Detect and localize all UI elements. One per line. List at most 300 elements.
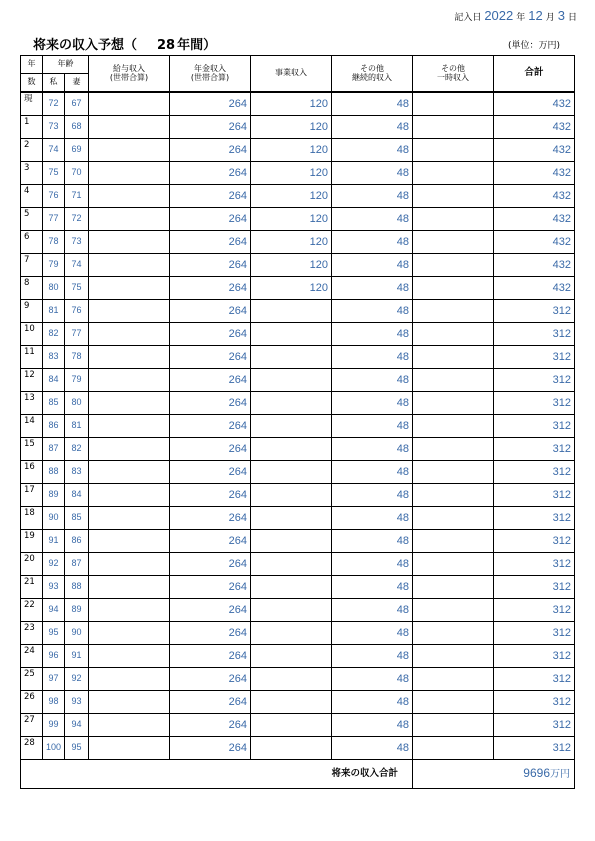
pension-cell[interactable]: 264 bbox=[170, 530, 251, 553]
pension-cell[interactable]: 264 bbox=[170, 185, 251, 208]
business-cell[interactable]: 120 bbox=[251, 139, 332, 162]
table-row bbox=[21, 323, 575, 346]
table-row bbox=[21, 461, 575, 484]
other-continuous-cell[interactable]: 48 bbox=[332, 139, 413, 162]
entry-day[interactable]: 3 bbox=[557, 8, 565, 23]
pension-cell[interactable]: 264 bbox=[170, 92, 251, 116]
age-me[interactable]: 95 bbox=[43, 622, 65, 645]
other-onetime-line2: 一時収入 bbox=[437, 72, 469, 82]
age-wife[interactable]: 90 bbox=[65, 622, 89, 645]
other-onetime-cell[interactable] bbox=[413, 139, 494, 162]
other-onetime-cell[interactable] bbox=[413, 116, 494, 139]
year-index: 7 bbox=[21, 254, 43, 277]
salary-cell[interactable] bbox=[89, 92, 170, 116]
pension-cell[interactable]: 264 bbox=[170, 668, 251, 691]
other-continuous-cell[interactable]: 48 bbox=[332, 599, 413, 622]
business-cell[interactable] bbox=[251, 576, 332, 599]
other-continuous-cell[interactable]: 48 bbox=[332, 323, 413, 346]
page-title bbox=[33, 34, 216, 53]
year-index: 21 bbox=[21, 576, 43, 599]
business-cell[interactable] bbox=[251, 530, 332, 553]
salary-header-line1: 給与収入 bbox=[113, 63, 145, 73]
age-me[interactable]: 98 bbox=[43, 691, 65, 714]
total-cell[interactable]: 432 bbox=[494, 208, 575, 231]
salary-cell[interactable] bbox=[89, 530, 170, 553]
table-row bbox=[21, 553, 575, 576]
other-continuous-cell[interactable]: 48 bbox=[332, 530, 413, 553]
business-cell[interactable] bbox=[251, 369, 332, 392]
other-onetime-cell[interactable] bbox=[413, 553, 494, 576]
other-onetime-cell[interactable] bbox=[413, 484, 494, 507]
table-row bbox=[21, 507, 575, 530]
other-continuous-cell[interactable]: 48 bbox=[332, 208, 413, 231]
age-me[interactable]: 78 bbox=[43, 231, 65, 254]
age-me[interactable]: 82 bbox=[43, 323, 65, 346]
table-row bbox=[21, 185, 575, 208]
total-cell[interactable]: 312 bbox=[494, 461, 575, 484]
year-index: 11 bbox=[21, 346, 43, 369]
pension-cell[interactable]: 264 bbox=[170, 576, 251, 599]
pension-cell[interactable]: 264 bbox=[170, 208, 251, 231]
other-onetime-cell[interactable] bbox=[413, 438, 494, 461]
income-rows bbox=[21, 92, 575, 760]
pension-cell[interactable]: 264 bbox=[170, 415, 251, 438]
age-me[interactable]: 74 bbox=[43, 139, 65, 162]
age-wife[interactable]: 91 bbox=[65, 645, 89, 668]
other-onetime-cell[interactable] bbox=[413, 323, 494, 346]
business-cell[interactable]: 120 bbox=[251, 185, 332, 208]
total-cell[interactable]: 432 bbox=[494, 277, 575, 300]
salary-cell[interactable] bbox=[89, 484, 170, 507]
total-cell[interactable]: 312 bbox=[494, 392, 575, 415]
pension-cell[interactable]: 264 bbox=[170, 553, 251, 576]
pension-cell[interactable]: 264 bbox=[170, 139, 251, 162]
total-cell[interactable]: 312 bbox=[494, 346, 575, 369]
other-continuous-line1: その他 bbox=[360, 63, 384, 73]
other-continuous-cell[interactable]: 48 bbox=[332, 277, 413, 300]
total-cell[interactable]: 432 bbox=[494, 139, 575, 162]
salary-cell[interactable] bbox=[89, 599, 170, 622]
other-onetime-cell[interactable] bbox=[413, 392, 494, 415]
total-cell[interactable]: 312 bbox=[494, 484, 575, 507]
salary-cell[interactable] bbox=[89, 254, 170, 277]
age-wife[interactable]: 89 bbox=[65, 599, 89, 622]
total-cell[interactable]: 312 bbox=[494, 691, 575, 714]
age-wife[interactable]: 88 bbox=[65, 576, 89, 599]
age-me[interactable]: 76 bbox=[43, 185, 65, 208]
business-cell[interactable]: 120 bbox=[251, 92, 332, 116]
total-cell[interactable]: 312 bbox=[494, 438, 575, 461]
total-cell[interactable]: 432 bbox=[494, 162, 575, 185]
salary-header-line2: (世帯合算) bbox=[109, 72, 149, 82]
pension-cell[interactable]: 264 bbox=[170, 323, 251, 346]
age-wife[interactable]: 72 bbox=[65, 208, 89, 231]
table-row bbox=[21, 645, 575, 668]
unit-note: (単位：万円) bbox=[507, 41, 560, 51]
age-wife[interactable]: 83 bbox=[65, 461, 89, 484]
pension-cell[interactable]: 264 bbox=[170, 438, 251, 461]
age-me[interactable]: 85 bbox=[43, 392, 65, 415]
salary-cell[interactable] bbox=[89, 737, 170, 760]
other-continuous-cell[interactable]: 48 bbox=[332, 185, 413, 208]
table-row bbox=[21, 668, 575, 691]
other-onetime-cell[interactable] bbox=[413, 277, 494, 300]
year-index: 27 bbox=[21, 714, 43, 737]
other-onetime-cell[interactable] bbox=[413, 714, 494, 737]
age-wife[interactable]: 75 bbox=[65, 277, 89, 300]
pension-cell[interactable]: 264 bbox=[170, 231, 251, 254]
table-row bbox=[21, 277, 575, 300]
other-onetime-line1: その他 bbox=[441, 63, 465, 73]
total-cell[interactable]: 432 bbox=[494, 92, 575, 116]
other-continuous-cell[interactable]: 48 bbox=[332, 231, 413, 254]
age-wife[interactable]: 68 bbox=[65, 116, 89, 139]
pension-cell[interactable]: 264 bbox=[170, 622, 251, 645]
total-cell[interactable]: 312 bbox=[494, 553, 575, 576]
age-wife[interactable]: 92 bbox=[65, 668, 89, 691]
business-cell[interactable] bbox=[251, 691, 332, 714]
business-cell[interactable] bbox=[251, 622, 332, 645]
salary-cell[interactable] bbox=[89, 461, 170, 484]
salary-cell[interactable] bbox=[89, 691, 170, 714]
year-index: 24 bbox=[21, 645, 43, 668]
other-onetime-cell[interactable] bbox=[413, 300, 494, 323]
other-onetime-cell[interactable] bbox=[413, 231, 494, 254]
total-cell[interactable]: 312 bbox=[494, 622, 575, 645]
age-me[interactable]: 97 bbox=[43, 668, 65, 691]
salary-cell[interactable] bbox=[89, 507, 170, 530]
table-row bbox=[21, 415, 575, 438]
year-index: 23 bbox=[21, 622, 43, 645]
other-onetime-cell[interactable] bbox=[413, 691, 494, 714]
table-row bbox=[21, 622, 575, 645]
pension-cell[interactable]: 264 bbox=[170, 346, 251, 369]
age-wife[interactable]: 73 bbox=[65, 231, 89, 254]
total-cell[interactable]: 312 bbox=[494, 668, 575, 691]
grand-total-label: 将来の収入合計 bbox=[21, 760, 413, 789]
business-cell[interactable] bbox=[251, 668, 332, 691]
pension-cell[interactable]: 264 bbox=[170, 714, 251, 737]
year-index: 3 bbox=[21, 162, 43, 185]
years-count[interactable]: 28 bbox=[157, 38, 176, 53]
business-cell[interactable] bbox=[251, 346, 332, 369]
salary-cell[interactable] bbox=[89, 185, 170, 208]
total-cell[interactable]: 312 bbox=[494, 714, 575, 737]
table-row bbox=[21, 162, 575, 185]
age-me[interactable]: 72 bbox=[43, 92, 65, 116]
age-me[interactable]: 93 bbox=[43, 576, 65, 599]
entry-year[interactable]: 2022 bbox=[484, 8, 514, 23]
entry-date-label: 記入日 bbox=[454, 13, 482, 23]
pension-cell[interactable]: 264 bbox=[170, 116, 251, 139]
age-me[interactable]: 83 bbox=[43, 346, 65, 369]
age-wife[interactable]: 95 bbox=[65, 737, 89, 760]
table-row bbox=[21, 737, 575, 760]
age-wife[interactable]: 71 bbox=[65, 185, 89, 208]
age-wife[interactable]: 93 bbox=[65, 691, 89, 714]
other-continuous-cell[interactable]: 48 bbox=[332, 116, 413, 139]
salary-cell[interactable] bbox=[89, 415, 170, 438]
age-header: 年齢 bbox=[43, 56, 89, 74]
pension-cell[interactable]: 264 bbox=[170, 484, 251, 507]
total-cell[interactable]: 312 bbox=[494, 300, 575, 323]
other-continuous-cell[interactable]: 48 bbox=[332, 392, 413, 415]
salary-cell[interactable] bbox=[89, 346, 170, 369]
salary-cell[interactable] bbox=[89, 208, 170, 231]
table-row bbox=[21, 714, 575, 737]
business-cell[interactable] bbox=[251, 484, 332, 507]
pension-cell[interactable]: 264 bbox=[170, 162, 251, 185]
pension-cell[interactable]: 264 bbox=[170, 737, 251, 760]
pension-cell[interactable]: 264 bbox=[170, 254, 251, 277]
total-cell[interactable]: 312 bbox=[494, 530, 575, 553]
age-wife[interactable]: 86 bbox=[65, 530, 89, 553]
other-onetime-cell[interactable] bbox=[413, 599, 494, 622]
other-onetime-cell[interactable] bbox=[413, 254, 494, 277]
business-cell[interactable] bbox=[251, 553, 332, 576]
other-onetime-cell[interactable] bbox=[413, 185, 494, 208]
other-continuous-cell[interactable]: 48 bbox=[332, 668, 413, 691]
year-index: 12 bbox=[21, 369, 43, 392]
business-cell[interactable]: 120 bbox=[251, 116, 332, 139]
year-index: 2 bbox=[21, 139, 43, 162]
age-me[interactable]: 77 bbox=[43, 208, 65, 231]
age-wife[interactable]: 79 bbox=[65, 369, 89, 392]
business-cell[interactable]: 120 bbox=[251, 231, 332, 254]
other-onetime-cell[interactable] bbox=[413, 737, 494, 760]
salary-cell[interactable] bbox=[89, 231, 170, 254]
business-cell[interactable] bbox=[251, 438, 332, 461]
pension-header-line1: 年金収入 bbox=[194, 63, 226, 73]
other-continuous-cell[interactable]: 48 bbox=[332, 300, 413, 323]
business-cell[interactable] bbox=[251, 737, 332, 760]
business-cell[interactable] bbox=[251, 415, 332, 438]
total-cell[interactable]: 432 bbox=[494, 185, 575, 208]
business-cell[interactable]: 120 bbox=[251, 277, 332, 300]
age-wife[interactable]: 77 bbox=[65, 323, 89, 346]
other-onetime-cell[interactable] bbox=[413, 507, 494, 530]
other-onetime-cell[interactable] bbox=[413, 208, 494, 231]
table-row bbox=[21, 576, 575, 599]
total-cell[interactable]: 312 bbox=[494, 507, 575, 530]
age-me[interactable]: 92 bbox=[43, 553, 65, 576]
other-continuous-cell[interactable]: 48 bbox=[332, 438, 413, 461]
table-row bbox=[21, 392, 575, 415]
grand-total-value[interactable] bbox=[413, 760, 575, 789]
salary-cell[interactable] bbox=[89, 116, 170, 139]
table-row bbox=[21, 530, 575, 553]
year-header-top: 年 bbox=[21, 56, 43, 74]
other-continuous-line2: 継続的収入 bbox=[352, 72, 392, 82]
entry-month[interactable]: 12 bbox=[528, 8, 543, 23]
pension-cell[interactable]: 264 bbox=[170, 392, 251, 415]
age-wife[interactable]: 87 bbox=[65, 553, 89, 576]
other-continuous-header bbox=[332, 56, 413, 93]
total-cell[interactable]: 312 bbox=[494, 645, 575, 668]
pension-cell[interactable]: 264 bbox=[170, 300, 251, 323]
other-onetime-cell[interactable] bbox=[413, 622, 494, 645]
other-continuous-cell[interactable]: 48 bbox=[332, 645, 413, 668]
other-onetime-cell[interactable] bbox=[413, 461, 494, 484]
other-onetime-header bbox=[413, 56, 494, 93]
age-me[interactable]: 94 bbox=[43, 599, 65, 622]
year-index: 16 bbox=[21, 461, 43, 484]
age-wife[interactable]: 80 bbox=[65, 392, 89, 415]
title-prefix: 将来の収入予想（ bbox=[33, 38, 138, 53]
age-wife[interactable]: 78 bbox=[65, 346, 89, 369]
other-continuous-cell[interactable]: 48 bbox=[332, 346, 413, 369]
age-wife[interactable]: 69 bbox=[65, 139, 89, 162]
total-cell[interactable]: 312 bbox=[494, 599, 575, 622]
age-wife[interactable]: 76 bbox=[65, 300, 89, 323]
age-me[interactable]: 88 bbox=[43, 461, 65, 484]
total-cell[interactable]: 312 bbox=[494, 415, 575, 438]
age-me[interactable]: 81 bbox=[43, 300, 65, 323]
age-me[interactable]: 87 bbox=[43, 438, 65, 461]
business-cell[interactable]: 120 bbox=[251, 208, 332, 231]
other-onetime-cell[interactable] bbox=[413, 369, 494, 392]
business-cell[interactable] bbox=[251, 645, 332, 668]
other-continuous-cell[interactable]: 48 bbox=[332, 691, 413, 714]
grand-total-number: 9696 bbox=[523, 766, 550, 781]
other-continuous-cell[interactable]: 48 bbox=[332, 622, 413, 645]
business-cell[interactable] bbox=[251, 392, 332, 415]
other-onetime-cell[interactable] bbox=[413, 645, 494, 668]
year-index: 26 bbox=[21, 691, 43, 714]
table-row bbox=[21, 300, 575, 323]
other-continuous-cell[interactable]: 48 bbox=[332, 484, 413, 507]
pension-cell[interactable]: 264 bbox=[170, 645, 251, 668]
pension-header bbox=[170, 56, 251, 93]
entry-date bbox=[454, 8, 577, 23]
business-cell[interactable] bbox=[251, 461, 332, 484]
other-continuous-cell[interactable]: 48 bbox=[332, 254, 413, 277]
day-unit: 日 bbox=[567, 13, 577, 23]
pension-cell[interactable]: 264 bbox=[170, 461, 251, 484]
other-onetime-cell[interactable] bbox=[413, 576, 494, 599]
other-continuous-cell[interactable]: 48 bbox=[332, 553, 413, 576]
age-me[interactable]: 79 bbox=[43, 254, 65, 277]
total-cell[interactable]: 432 bbox=[494, 231, 575, 254]
other-continuous-cell[interactable]: 48 bbox=[332, 714, 413, 737]
other-continuous-cell[interactable]: 48 bbox=[332, 369, 413, 392]
other-onetime-cell[interactable] bbox=[413, 668, 494, 691]
other-continuous-cell[interactable]: 48 bbox=[332, 507, 413, 530]
age-wife[interactable]: 84 bbox=[65, 484, 89, 507]
salary-cell[interactable] bbox=[89, 162, 170, 185]
total-cell[interactable]: 432 bbox=[494, 116, 575, 139]
age-wife[interactable]: 81 bbox=[65, 415, 89, 438]
age-wife[interactable]: 67 bbox=[65, 92, 89, 116]
table-row bbox=[21, 208, 575, 231]
total-cell[interactable]: 312 bbox=[494, 323, 575, 346]
age-wife[interactable]: 82 bbox=[65, 438, 89, 461]
other-onetime-cell[interactable] bbox=[413, 415, 494, 438]
total-cell[interactable]: 432 bbox=[494, 254, 575, 277]
salary-cell[interactable] bbox=[89, 576, 170, 599]
business-cell[interactable] bbox=[251, 323, 332, 346]
total-cell[interactable]: 312 bbox=[494, 576, 575, 599]
business-cell[interactable] bbox=[251, 300, 332, 323]
age-me[interactable]: 80 bbox=[43, 277, 65, 300]
year-index: 17 bbox=[21, 484, 43, 507]
age-wife[interactable]: 94 bbox=[65, 714, 89, 737]
table-row bbox=[21, 139, 575, 162]
salary-cell[interactable] bbox=[89, 392, 170, 415]
age-wife[interactable]: 85 bbox=[65, 507, 89, 530]
age-me[interactable]: 89 bbox=[43, 484, 65, 507]
title-suffix: 年間） bbox=[177, 38, 217, 53]
year-index: 10 bbox=[21, 323, 43, 346]
year-index: 20 bbox=[21, 553, 43, 576]
other-continuous-cell[interactable]: 48 bbox=[332, 162, 413, 185]
salary-cell[interactable] bbox=[89, 323, 170, 346]
salary-header bbox=[89, 56, 170, 93]
pension-header-line2: (世帯合算) bbox=[190, 72, 230, 82]
total-cell[interactable]: 312 bbox=[494, 737, 575, 760]
salary-cell[interactable] bbox=[89, 300, 170, 323]
age-me[interactable]: 73 bbox=[43, 116, 65, 139]
salary-cell[interactable] bbox=[89, 622, 170, 645]
age-me[interactable]: 100 bbox=[43, 737, 65, 760]
salary-cell[interactable] bbox=[89, 369, 170, 392]
salary-cell[interactable] bbox=[89, 668, 170, 691]
pension-cell[interactable]: 264 bbox=[170, 369, 251, 392]
year-index: 13 bbox=[21, 392, 43, 415]
salary-cell[interactable] bbox=[89, 645, 170, 668]
other-continuous-cell[interactable]: 48 bbox=[332, 92, 413, 116]
salary-cell[interactable] bbox=[89, 553, 170, 576]
age-wife[interactable]: 74 bbox=[65, 254, 89, 277]
age-me[interactable]: 75 bbox=[43, 162, 65, 185]
wife-header: 妻 bbox=[65, 74, 89, 93]
salary-cell[interactable] bbox=[89, 438, 170, 461]
age-me[interactable]: 86 bbox=[43, 415, 65, 438]
salary-cell[interactable] bbox=[89, 277, 170, 300]
other-onetime-cell[interactable] bbox=[413, 530, 494, 553]
business-cell[interactable] bbox=[251, 599, 332, 622]
other-onetime-cell[interactable] bbox=[413, 346, 494, 369]
business-cell[interactable]: 120 bbox=[251, 254, 332, 277]
age-me[interactable]: 91 bbox=[43, 530, 65, 553]
pension-cell[interactable]: 264 bbox=[170, 691, 251, 714]
salary-cell[interactable] bbox=[89, 139, 170, 162]
pension-cell[interactable]: 264 bbox=[170, 599, 251, 622]
total-header: 合計 bbox=[494, 56, 575, 93]
age-wife[interactable]: 70 bbox=[65, 162, 89, 185]
business-cell[interactable] bbox=[251, 714, 332, 737]
other-onetime-cell[interactable] bbox=[413, 162, 494, 185]
total-cell[interactable]: 312 bbox=[494, 369, 575, 392]
pension-cell[interactable]: 264 bbox=[170, 277, 251, 300]
other-onetime-cell[interactable] bbox=[413, 92, 494, 116]
other-continuous-cell[interactable]: 48 bbox=[332, 415, 413, 438]
age-me[interactable]: 99 bbox=[43, 714, 65, 737]
other-continuous-cell[interactable]: 48 bbox=[332, 576, 413, 599]
other-continuous-cell[interactable]: 48 bbox=[332, 737, 413, 760]
salary-cell[interactable] bbox=[89, 714, 170, 737]
table-row bbox=[21, 254, 575, 277]
age-me[interactable]: 84 bbox=[43, 369, 65, 392]
year-header-bottom: 数 bbox=[21, 74, 43, 93]
age-me[interactable]: 90 bbox=[43, 507, 65, 530]
pension-cell[interactable]: 264 bbox=[170, 507, 251, 530]
other-continuous-cell[interactable]: 48 bbox=[332, 461, 413, 484]
grand-total-unit: 万円 bbox=[550, 769, 570, 781]
age-me[interactable]: 96 bbox=[43, 645, 65, 668]
business-cell[interactable]: 120 bbox=[251, 162, 332, 185]
business-cell[interactable] bbox=[251, 507, 332, 530]
